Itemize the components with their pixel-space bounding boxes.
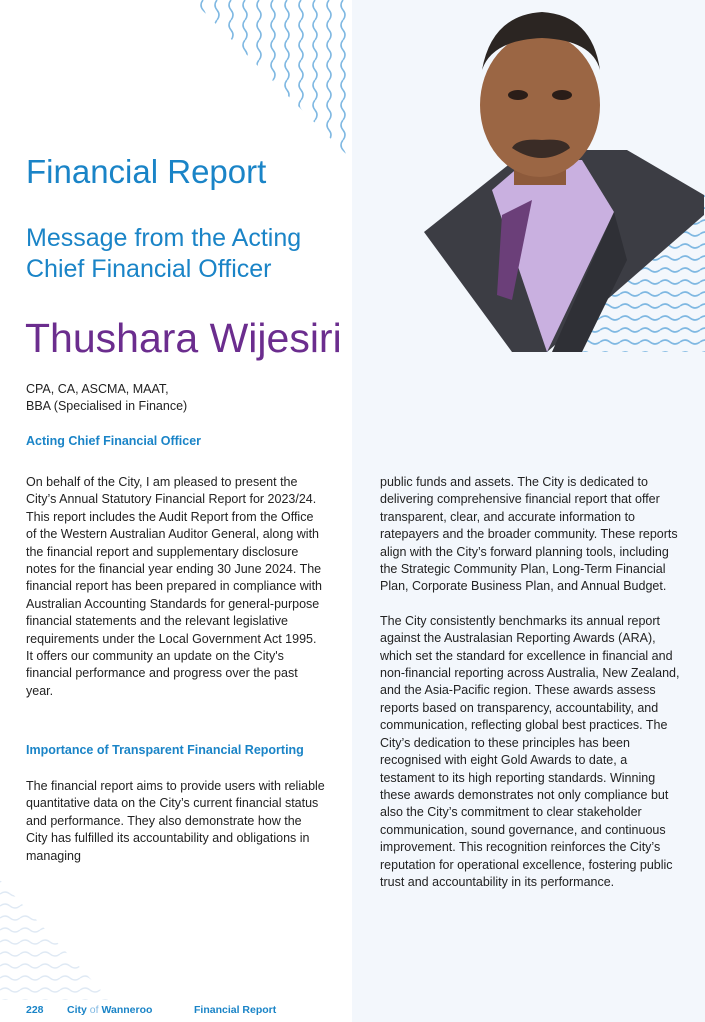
portrait-photo [352,0,705,355]
subtitle-line-1: Message from the Acting [26,224,302,252]
body-paragraph-3: public funds and assets. The City is dedicated to delivering comprehensive financial report that offer transparent, clear, and accurate information to ratepayers and the broader community. These reports align with the City’s forward planning tools, including the Strategic Community Plan, Long-Term Financial Plan, Corporate Business Plan, and Annual Budget. [380,475,678,594]
officer-name: Thushara Wijesiri [25,315,342,361]
section-heading: Importance of Transparent Financial Reporting [26,743,304,757]
body-column-left [26,474,326,700]
qualifications [26,381,187,415]
qualifications-line-1: CPA, CA, ASCMA, MAAT, [26,382,169,396]
body-column-left-lower [26,778,326,865]
bottom-wave-triangle [0,880,110,1000]
city-prefix: City [67,1004,87,1016]
body-paragraph-1: On behalf of the City, I am pleased to present the City’s Annual Statutory Financial Report for 2023/24. This report includes the Audit Report from the Office of the Western Australian Auditor General, along with the financial report and supplementary disclosure notes for the financial year ending 30 June 2024. The financial report has been prepared in compliance with Australian Accounting Standards for general-purpose financial statements and the relevant legislative requirements under the Local Government Act 1995. It offers our community an update on the City's financial performance and progress over the past year. [26,475,323,698]
page-subtitle [26,223,346,285]
body-paragraph-4: The City consistently benchmarks its annual report against the Australasian Reporting Awards (ARA), which set the standard for excellence in financial and non-financial reporting across Australia, New Zealand, and the Asia-Pacific region. These awards assess reports based on transparency, accountability, and communication, reflecting global best practices. The City’s dedication to these principles has been recognised with eight Gold Awards to date, a testament to its high reporting standards. Winning these awards demonstrates not only compliance but also the City’s commitment to clear stakeholder communication, sound governance, and continuous improvement. This recognition reinforces the City’s reputation for operational excellence, fostering public trust and accountability in its performance. [380,613,680,889]
city-of: of [89,1004,99,1016]
body-column-right [380,474,680,891]
top-wave-triangle [192,0,352,160]
qualifications-line-2: BBA (Specialised in Finance) [26,399,188,413]
page-number: 228 [26,1004,44,1016]
page-title: Financial Report [26,153,267,190]
city-name: Wanneroo [101,1004,153,1016]
body-paragraph-2: The financial report aims to provide users with reliable quantitative data on the City’s current financial status and performance. They also demonstrate how the City has fulfilled its accountability and obligations in managing [26,779,325,863]
footer-section-label: Financial Report [194,1004,277,1016]
officer-role: Acting Chief Financial Officer [26,434,202,448]
subtitle-line-2: Chief Financial Officer [26,255,272,283]
city-logo-text [67,1004,152,1016]
